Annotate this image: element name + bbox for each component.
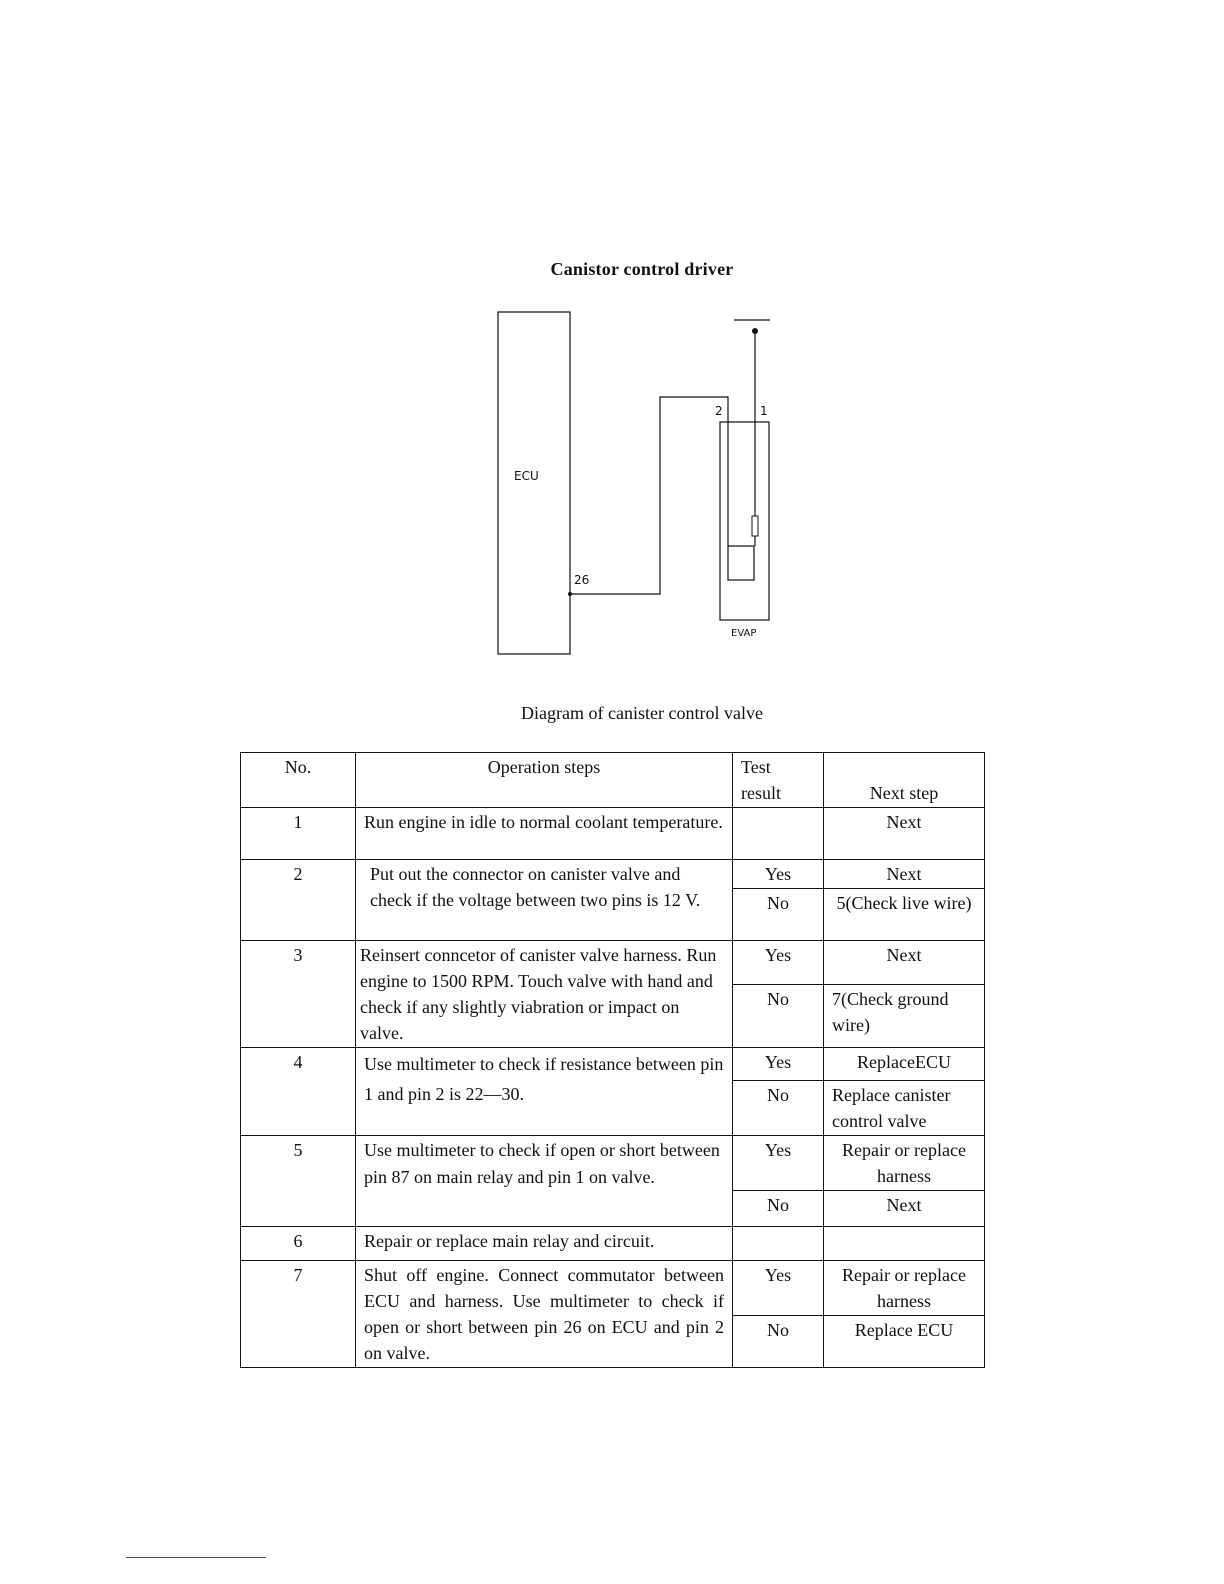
- step-next: ReplaceECU: [824, 1048, 985, 1081]
- step-result: Yes: [733, 860, 824, 889]
- coil-loop: [728, 546, 754, 580]
- step-next: Repair or replace harness: [824, 1261, 985, 1316]
- valve-pin-2-label: 2: [715, 404, 723, 418]
- step-next: Next: [824, 941, 985, 985]
- signal-wire: [570, 397, 728, 594]
- step-number: 5: [241, 1136, 356, 1227]
- ecu-pin-label: 26: [574, 573, 590, 587]
- step-result: No: [733, 1191, 824, 1227]
- step-result: No: [733, 1081, 824, 1136]
- step-next: Replace ECU: [824, 1316, 985, 1368]
- diagnostic-table: [240, 752, 985, 1368]
- ecu-label: ECU: [514, 469, 539, 483]
- evap-valve-box: [720, 422, 769, 620]
- step-result: No: [733, 1316, 824, 1368]
- table-row: [241, 1048, 985, 1081]
- step-result: No: [733, 985, 824, 1048]
- circuit-diagram-svg: [480, 300, 800, 670]
- step-operation: Use multimeter to check if open or short between pin 87 on main relay and pin 1 on valve.: [356, 1136, 733, 1227]
- table-row: [241, 1136, 985, 1191]
- step-number: 6: [241, 1227, 356, 1261]
- table-row: [241, 941, 985, 985]
- step-result: Yes: [733, 1261, 824, 1316]
- valve-label: EVAP: [731, 628, 757, 639]
- step-result: [733, 1227, 824, 1261]
- step-next: Replace canister control valve: [824, 1081, 985, 1136]
- step-next: 7(Check ground wire): [824, 985, 985, 1048]
- table-row: [241, 1261, 985, 1316]
- step-operation: Use multimeter to check if resistance between pin 1 and pin 2 is 22—30.: [356, 1048, 733, 1136]
- step-number: 7: [241, 1261, 356, 1368]
- diagram-caption: Diagram of canister control valve: [521, 703, 763, 723]
- header-operation: Operation steps: [356, 753, 733, 808]
- step-next: 5(Check live wire): [824, 889, 985, 941]
- step-next: Next: [824, 808, 985, 860]
- header-result: Test result: [733, 753, 824, 808]
- valve-pin-1-label: 1: [760, 404, 768, 418]
- step-result: Yes: [733, 1048, 824, 1081]
- step-next: Next: [824, 860, 985, 889]
- footnote-separator: [126, 1557, 266, 1558]
- step-next: [824, 1227, 985, 1261]
- step-operation: Run engine in idle to normal coolant temperature.: [356, 808, 733, 860]
- step-next: Repair or replace harness: [824, 1136, 985, 1191]
- step-operation: Repair or replace main relay and circuit.: [356, 1227, 733, 1261]
- circuit-diagram: [480, 300, 800, 670]
- step-number: 3: [241, 941, 356, 1048]
- coil-resistor: [752, 516, 758, 536]
- step-number: 4: [241, 1048, 356, 1136]
- header-next: Next step: [824, 753, 985, 808]
- step-next: Next: [824, 1191, 985, 1227]
- step-result: No: [733, 889, 824, 941]
- step-number: 2: [241, 860, 356, 941]
- ecu-box: [498, 312, 570, 654]
- step-operation: Reinsert conncetor of canister valve harness. Run engine to 1500 RPM. Touch valve with hand and check if any slightly viabration or impact on valve.: [356, 941, 733, 1048]
- step-result: Yes: [733, 1136, 824, 1191]
- page-title: Canistor control driver: [550, 259, 734, 279]
- step-operation: Put out the connector on canister valve and check if the voltage between two pins is 12 V.: [356, 860, 733, 941]
- step-number: 1: [241, 808, 356, 860]
- table-row: [241, 1227, 985, 1261]
- step-result: [733, 808, 824, 860]
- table-row: [241, 860, 985, 889]
- table-header-row: [241, 753, 985, 808]
- step-operation: Shut off engine. Connect commutator between ECU and harness. Use multimeter to check if open or short between pin 26 on ECU and pin 2 on valve.: [356, 1261, 733, 1368]
- step-result: Yes: [733, 941, 824, 985]
- header-no: No.: [241, 753, 356, 808]
- table-row: [241, 808, 985, 860]
